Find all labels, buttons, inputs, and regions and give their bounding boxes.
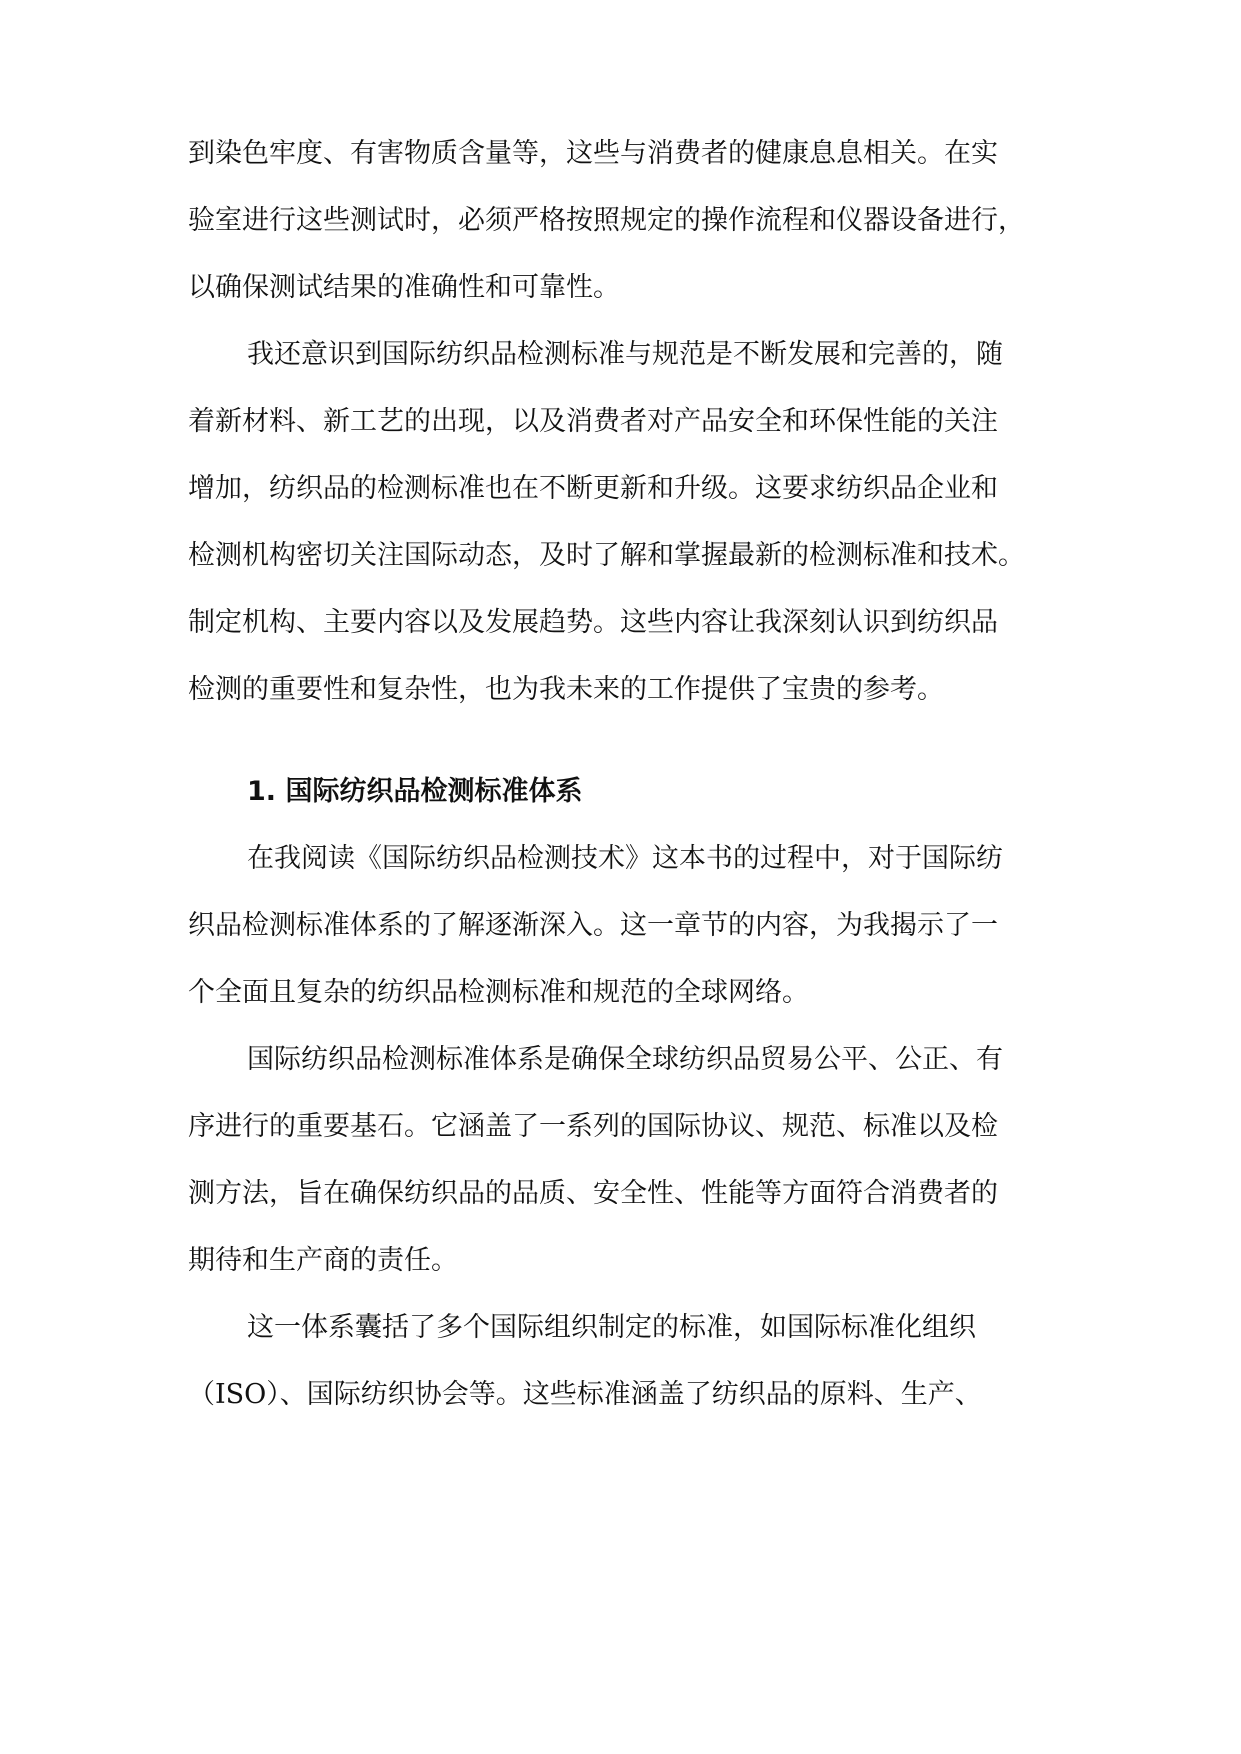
body-text-line: 序进行的重要基石。它涵盖了一系列的国际协议、规范、标准以及检 [188, 1111, 998, 1142]
body-text-line: 测方法，旨在确保纺织品的品质、安全性、性能等方面符合消费者的 [188, 1178, 998, 1209]
body-text-line: 国际纺织品检测标准体系是确保全球纺织品贸易公平、公正、有 [247, 1044, 1003, 1075]
body-text-line: 个全面且复杂的纺织品检测标准和规范的全球网络。 [188, 977, 809, 1008]
body-text-line: 到染色牢度、有害物质含量等，这些与消费者的健康息息相关。在实 [188, 138, 998, 169]
body-text-line: 期待和生产商的责任。 [188, 1245, 458, 1276]
section-heading: 1. 国际纺织品检测标准体系 [247, 776, 583, 807]
body-text-line: 检测的重要性和复杂性，也为我未来的工作提供了宝贵的参考。 [188, 674, 944, 705]
body-text-line: 在我阅读《国际纺织品检测技术》这本书的过程中，对于国际纺 [247, 843, 1003, 874]
body-text-line: （ISO）、国际纺织协会等。这些标准涵盖了纺织品的原料、生产、 [188, 1379, 982, 1410]
body-text-line: 制定机构、主要内容以及发展趋势。这些内容让我深刻认识到纺织品 [188, 607, 998, 638]
body-text-line: 验室进行这些测试时，必须严格按照规定的操作流程和仪器设备进行， [188, 205, 1025, 236]
body-text-line: 检测机构密切关注国际动态，及时了解和掌握最新的检测标准和技术。 [188, 540, 1025, 571]
body-text-line: 着新材料、新工艺的出现，以及消费者对产品安全和环保性能的关注 [188, 406, 998, 437]
body-text-line: 织品检测标准体系的了解逐渐深入。这一章节的内容，为我揭示了一 [188, 910, 998, 941]
body-text-line: 以确保测试结果的准确性和可靠性。 [188, 272, 620, 303]
body-text-line: 这一体系囊括了多个国际组织制定的标准，如国际标准化组织 [247, 1312, 976, 1343]
body-text-line: 增加，纺织品的检测标准也在不断更新和升级。这要求纺织品企业和 [188, 473, 998, 504]
body-text-line: 我还意识到国际纺织品检测标准与规范是不断发展和完善的，随 [247, 339, 1003, 370]
